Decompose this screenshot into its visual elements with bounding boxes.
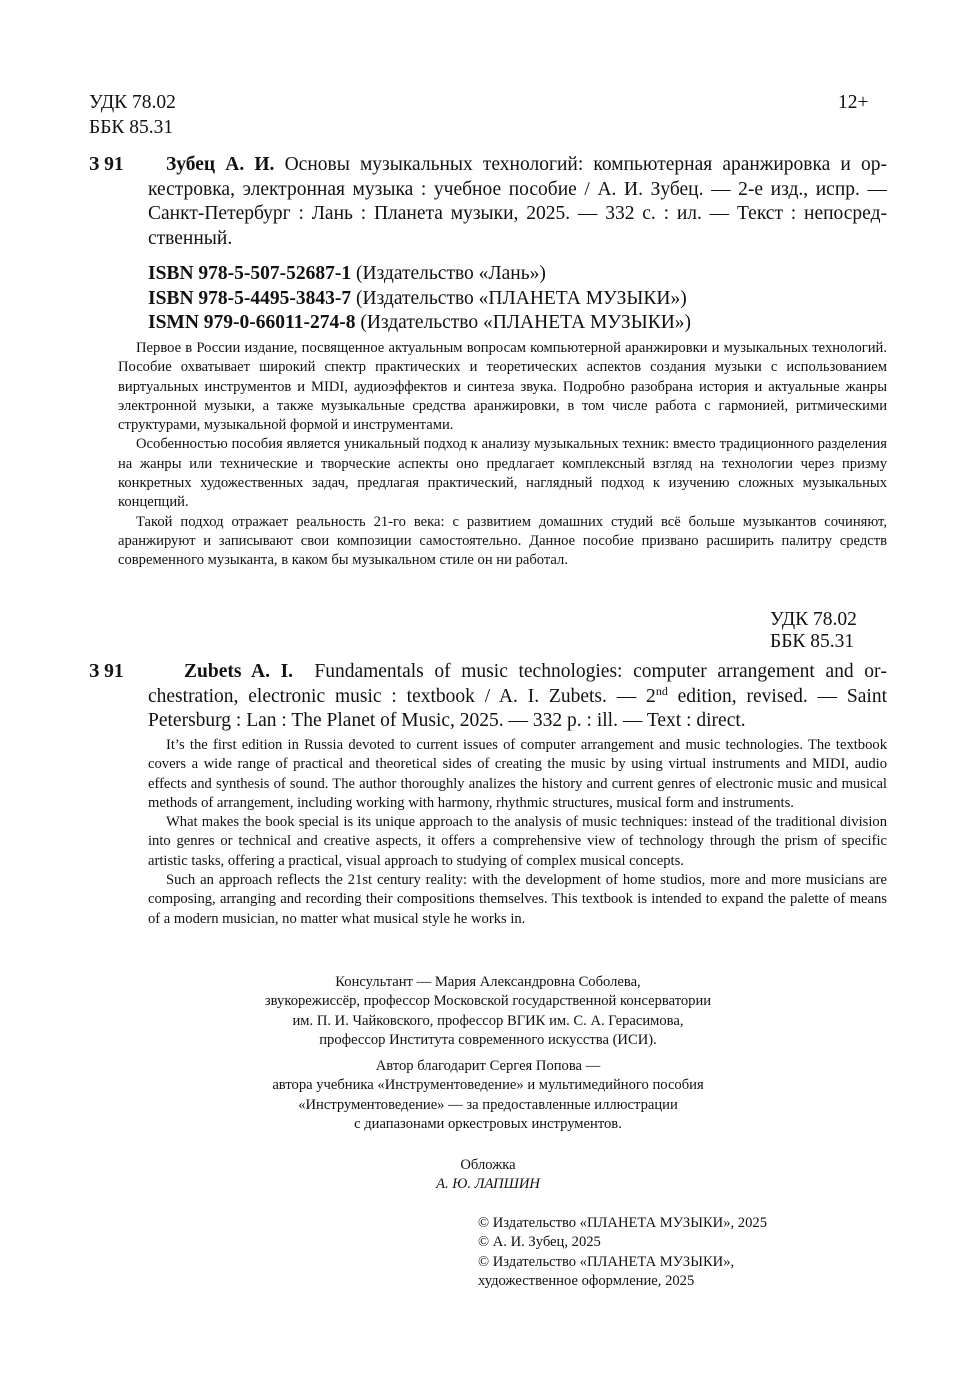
- cover-artist: А. Ю. ЛАПШИН: [436, 1176, 540, 1193]
- isbn-number: ISBN 978-5-507-52687-1: [148, 263, 352, 284]
- en-entry: [148, 660, 887, 734]
- ru-abstract: [118, 339, 887, 571]
- ru-entry: [148, 153, 887, 251]
- thanks-line: автора учебника «Инструментоведение» и мультимедийного пособия: [272, 1077, 704, 1094]
- copyright-line: © А. И. Зубец, 2025: [478, 1234, 601, 1251]
- isbn-line: [148, 287, 691, 312]
- copyright-block: [478, 1214, 767, 1291]
- en-abstract-paragraph: What makes the book special is its unique approach to the analysis of music techniques: instead of the traditional division into genres or technical and creative aspects, it offers a comprehensive view of technology through the prism of specific artistic tasks, offering a practical, visual approach to studying of complex musical concepts.: [148, 814, 887, 869]
- thanks-block: [118, 1057, 858, 1134]
- consultant-line: Консультант — Мария Александровна Соболева,: [335, 974, 641, 990]
- thanks-line: «Инструментоведение» — за предоставленные иллюстрации: [298, 1096, 678, 1113]
- isbn-publisher: (Издательство «ПЛАНЕТА МУЗЫКИ»): [356, 287, 687, 309]
- cover-label: Обложка: [460, 1157, 516, 1173]
- age-rating: 12+: [838, 92, 869, 113]
- ru-abstract-paragraph: Такой подход отражает реальность 21-го века: с развитием домашних студий всё больше музыкантов сочиняют, аранжируют и записывают свои композиции самостоятельно. Данное пособие призвано расширить палитру средств современного музыканта, в каком бы музыкальном стиле он ни работал.: [118, 513, 887, 569]
- thanks-line: с диапазонами оркестровых инструментов.: [354, 1115, 622, 1132]
- en-entry-text: Fundamentals of music technologies: computer arrangement and orchestration, electronic music : textbook / A. I. Zubets. — 2: [148, 661, 887, 707]
- en-entry-code: З 91: [89, 661, 124, 682]
- consultant-line: звукорежиссёр, профессор Московской государственной консерватории: [264, 993, 712, 1010]
- ismn-publisher: (Издательство «ПЛАНЕТА МУЗЫКИ»): [360, 312, 692, 333]
- bbk-code: ББК 85.31: [89, 117, 174, 138]
- en-entry-author: Zubets A. I.: [184, 661, 294, 682]
- copyright-line: © Издательство «ПЛАНЕТА МУЗЫКИ»,: [478, 1253, 735, 1270]
- ru-abstract-paragraph: Особенностью пособия является уникальный подход к анализу музыкальных техник: вместо традиционного разделения на жанры или технические и творческие аспекты оно предлагает комплексный взгляд на технологии через призму конкретных художественных задач, предлагая практический, наглядный подход к изучению сложных музыкальных концепций.: [118, 436, 887, 511]
- isbn-block: [148, 262, 691, 336]
- isbn-number: ISBN 978-5-4495-3843-7: [148, 287, 352, 309]
- en-abstract: [148, 736, 887, 929]
- en-entry-text: edition, revised. — Saint Petersburg : Lan : The Planet of Music, 2025. — 332 p. : ill. — Text : direct.: [148, 685, 887, 731]
- copyright-line: художественное оформление, 2025: [478, 1272, 695, 1289]
- thanks-line: Автор благодарит Сергея Попова —: [375, 1058, 601, 1074]
- en-entry-superscript: nd: [655, 683, 668, 698]
- ru-entry-text: Основы музыкальных технологий: компьютерная аранжировка и оркестровка, электронная музыка : учебное пособие / А. И. Зубец. — 2-е изд., испр. — Санкт-Петербург : Лань : Планета музыки, 2025. — 332 с. : ил. — Текст : непосредственный.: [148, 154, 887, 249]
- consultant-block: [118, 973, 858, 1050]
- ru-abstract-paragraph: Первое в России издание, посвященное актуальным вопросам компьютерной аранжировки и музыкальных технологий. Пособие охватывает широкий спектр практических и теоретических аспектов создания музыки с использованием виртуальных инструментов и MIDI, аудиоэффектов и синтеза звука. Подробно разобрана история и актуальные жанры электронной музыки, а также музыкальные средства аранжировки, в том числе работа с гармонией, ритмическими структурами, музыкальной формой и инструментами.: [118, 340, 887, 434]
- consultant-line: им. П. И. Чайковского, профессор ВГИК им. С. А. Герасимова,: [292, 1012, 684, 1029]
- ru-entry-code: З 91: [89, 154, 124, 175]
- udk-code-en: УДК 78.02: [770, 609, 857, 630]
- bbk-code-en: ББК 85.31: [770, 631, 855, 652]
- ismn-number: ISMN 979-0-66011-274-8: [148, 312, 356, 333]
- isbn-publisher: (Издательство «Лань»): [356, 263, 546, 284]
- ismn-line: [148, 311, 691, 336]
- en-abstract-paragraph: It’s the first edition in Russia devoted to current issues of computer arrangement and music technologies. The textbook covers a wide range of practical and theoretical sides of creating the music by using virtual instruments and MIDI, audio effects and synthesis of sound. The author thoroughly analizes the history and current genres of electronic music and musical methods of arrangement, including working with harmony, rhythmic structures, musical form and instruments.: [148, 737, 887, 811]
- consultant-line: профессор Института современного искусства (ИСИ).: [319, 1031, 657, 1048]
- en-abstract-paragraph: Such an approach reflects the 21st century reality: with the development of home studios, more and more musicians are composing, arranging and recording their compositions themselves. This textbook is intended to expand the palette of means of a modern musician, no matter what musical style he works in.: [148, 872, 887, 927]
- isbn-line: [148, 262, 691, 287]
- copyright-line: © Издательство «ПЛАНЕТА МУЗЫКИ», 2025: [478, 1215, 767, 1231]
- udk-code: УДК 78.02: [89, 92, 176, 113]
- ru-entry-author: Зубец А. И.: [166, 154, 275, 175]
- cover-credit: [118, 1156, 858, 1195]
